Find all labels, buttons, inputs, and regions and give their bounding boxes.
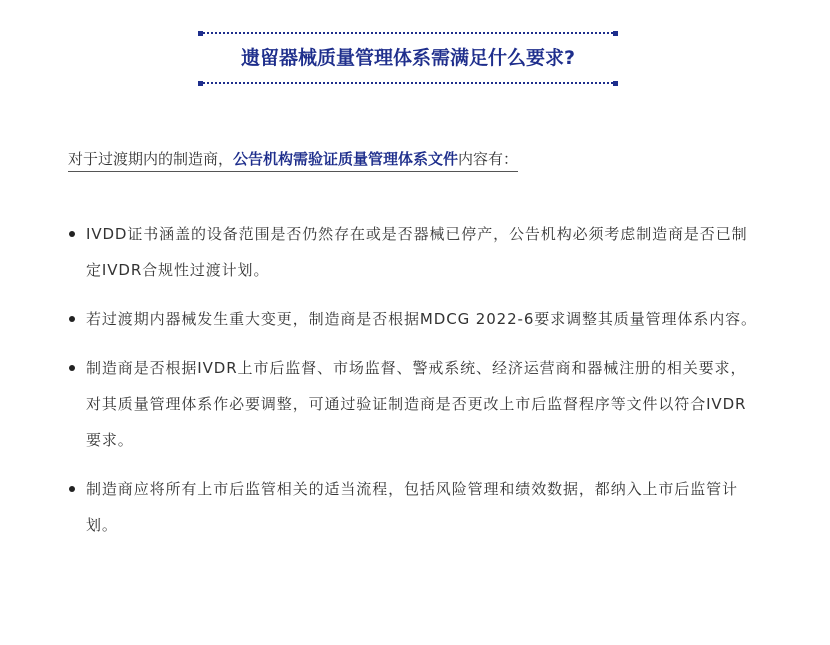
list-item	[68, 350, 758, 458]
page-title: 遗留器械质量管理体系需满足什么要求?	[240, 47, 576, 69]
list-item	[68, 471, 758, 543]
intro-prefix: 对于过渡期内的制造商，	[68, 150, 234, 168]
list-item-text: 若过渡期内器械发生重大变更，制造商是否根据MDCG 2022-6要求调整其质量管理体系内容。	[86, 310, 757, 328]
title-corner-dot	[613, 31, 618, 36]
intro-highlight: 公告机构需验证质量管理体系文件	[233, 150, 459, 168]
list-item-text: IVDD证书涵盖的设备范围是否仍然存在或是否器械已停产，公告机构必须考虑制造商是否已制定IVDR合规性过渡计划。	[86, 225, 748, 279]
title-corner-dot	[613, 81, 618, 86]
list-item-text: 制造商应将所有上市后监管相关的适当流程，包括风险管理和绩效数据，都纳入上市后监管计划。	[86, 480, 738, 534]
list-item-text: 制造商是否根据IVDR上市后监督、市场监督、警戒系统、经济运营商和器械注册的相关要求，对其质量管理体系作必要调整，可通过验证制造商是否更改上市后监督程序等文件以符合IVDR要求。	[86, 359, 747, 449]
title-bottom-border	[199, 82, 617, 84]
list-item	[68, 301, 758, 337]
title-corner-dot	[198, 31, 203, 36]
requirements-list	[68, 216, 758, 556]
list-item	[68, 216, 758, 288]
title-corner-dot	[198, 81, 203, 86]
intro-suffix: 内容有：	[458, 150, 519, 168]
title-top-border	[199, 32, 617, 34]
intro-paragraph	[68, 148, 518, 172]
title-box	[199, 32, 617, 86]
